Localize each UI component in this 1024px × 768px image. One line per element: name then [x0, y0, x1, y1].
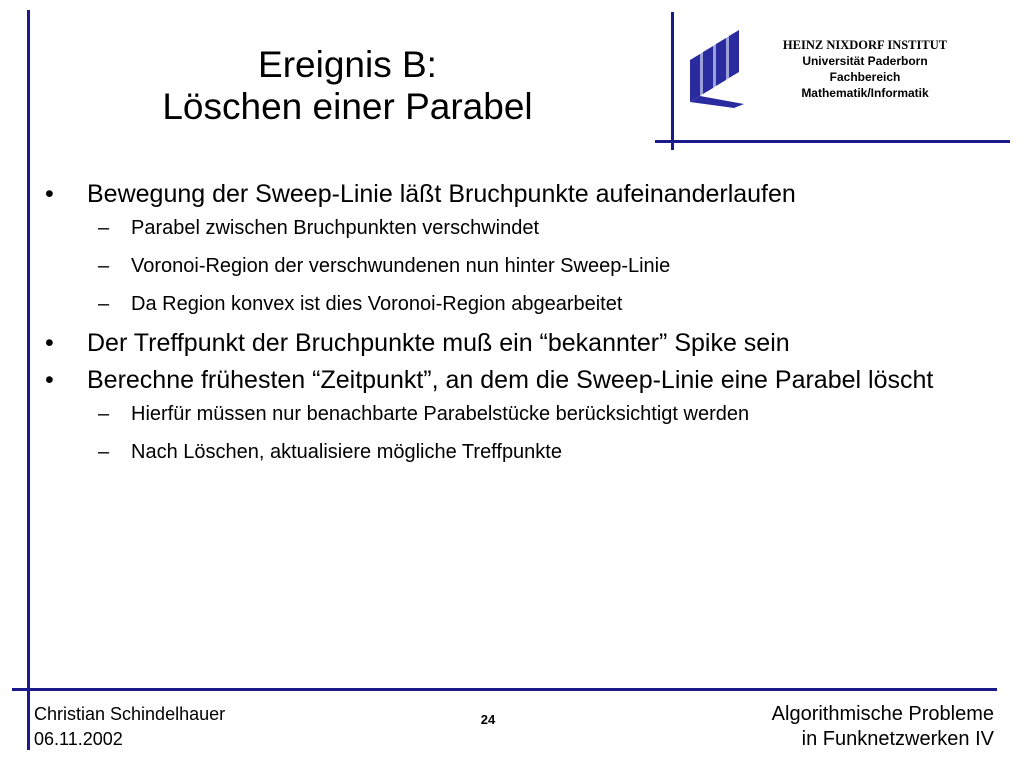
slide-title-line1: Ereignis B:: [258, 44, 437, 85]
footer-horizontal-rule: [12, 688, 997, 691]
sub-bullet-item: [40, 401, 990, 427]
footer-course-line1: Algorithmische Probleme: [771, 703, 994, 725]
institute-subject: Mathematik/Informatik: [801, 86, 929, 100]
bullet-text: Berechne frühesten “Zeitpunkt”, an dem die Sweep-Linie eine Parabel löscht: [87, 366, 934, 394]
slide-title-line2: Löschen einer Parabel: [162, 86, 533, 127]
slide-title: [80, 44, 615, 128]
bullet-text: Bewegung der Sweep-Linie läßt Bruchpunkte aufeinanderlaufen: [87, 180, 796, 208]
university-logo-icon: [686, 30, 748, 108]
header-horizontal-rule: [655, 140, 1010, 143]
sub-bullet-item: [40, 253, 990, 279]
bullet-item: [40, 178, 990, 210]
bullet-marker: •: [45, 180, 54, 208]
sub-bullet-text: Parabel zwischen Bruchpunkten verschwindet: [131, 217, 539, 239]
sub-bullet-item: [40, 439, 990, 465]
sub-bullet-text: Hierfür müssen nur benachbarte Parabelstücke berücksichtigt werden: [131, 403, 750, 425]
slide-content: [40, 178, 990, 477]
sub-bullet-item: [40, 291, 990, 317]
footer-right: [772, 702, 994, 752]
page-number: 24: [480, 712, 496, 727]
footer-author: Christian Schindelhauer: [34, 704, 226, 724]
bullet-marker: •: [45, 329, 54, 357]
header-vertical-rule: [671, 12, 674, 150]
bullet-item: [40, 364, 990, 396]
sub-bullet-text: Voronoi-Region der verschwundenen nun hinter Sweep-Linie: [131, 255, 671, 277]
institute-block: [750, 37, 980, 101]
institute-name: HEINZ NIXDORF INSTITUT: [782, 38, 948, 52]
footer-date: 06.11.2002: [34, 729, 123, 749]
institute-university: Universität Paderborn: [802, 54, 928, 68]
footer-course-line2: in Funknetzwerken IV: [801, 728, 994, 750]
left-vertical-rule: [27, 10, 30, 750]
sub-bullet-text: Nach Löschen, aktualisiere mögliche Treffpunkte: [131, 441, 562, 463]
bullet-item: [40, 327, 990, 359]
institute-department: Fachbereich: [829, 70, 901, 84]
sub-bullet-marker: –: [98, 441, 110, 463]
bullet-text: Der Treffpunkt der Bruchpunkte muß ein “bekannter” Spike sein: [87, 329, 790, 357]
footer-left: [34, 702, 225, 752]
sub-bullet-marker: –: [98, 217, 110, 239]
sub-bullet-item: [40, 215, 990, 241]
sub-bullet-text: Da Region konvex ist dies Voronoi-Region abgearbeitet: [131, 293, 623, 315]
sub-bullet-marker: –: [98, 403, 110, 425]
sub-bullet-marker: –: [98, 255, 110, 277]
bullet-marker: •: [45, 366, 54, 394]
sub-bullet-marker: –: [98, 293, 110, 315]
